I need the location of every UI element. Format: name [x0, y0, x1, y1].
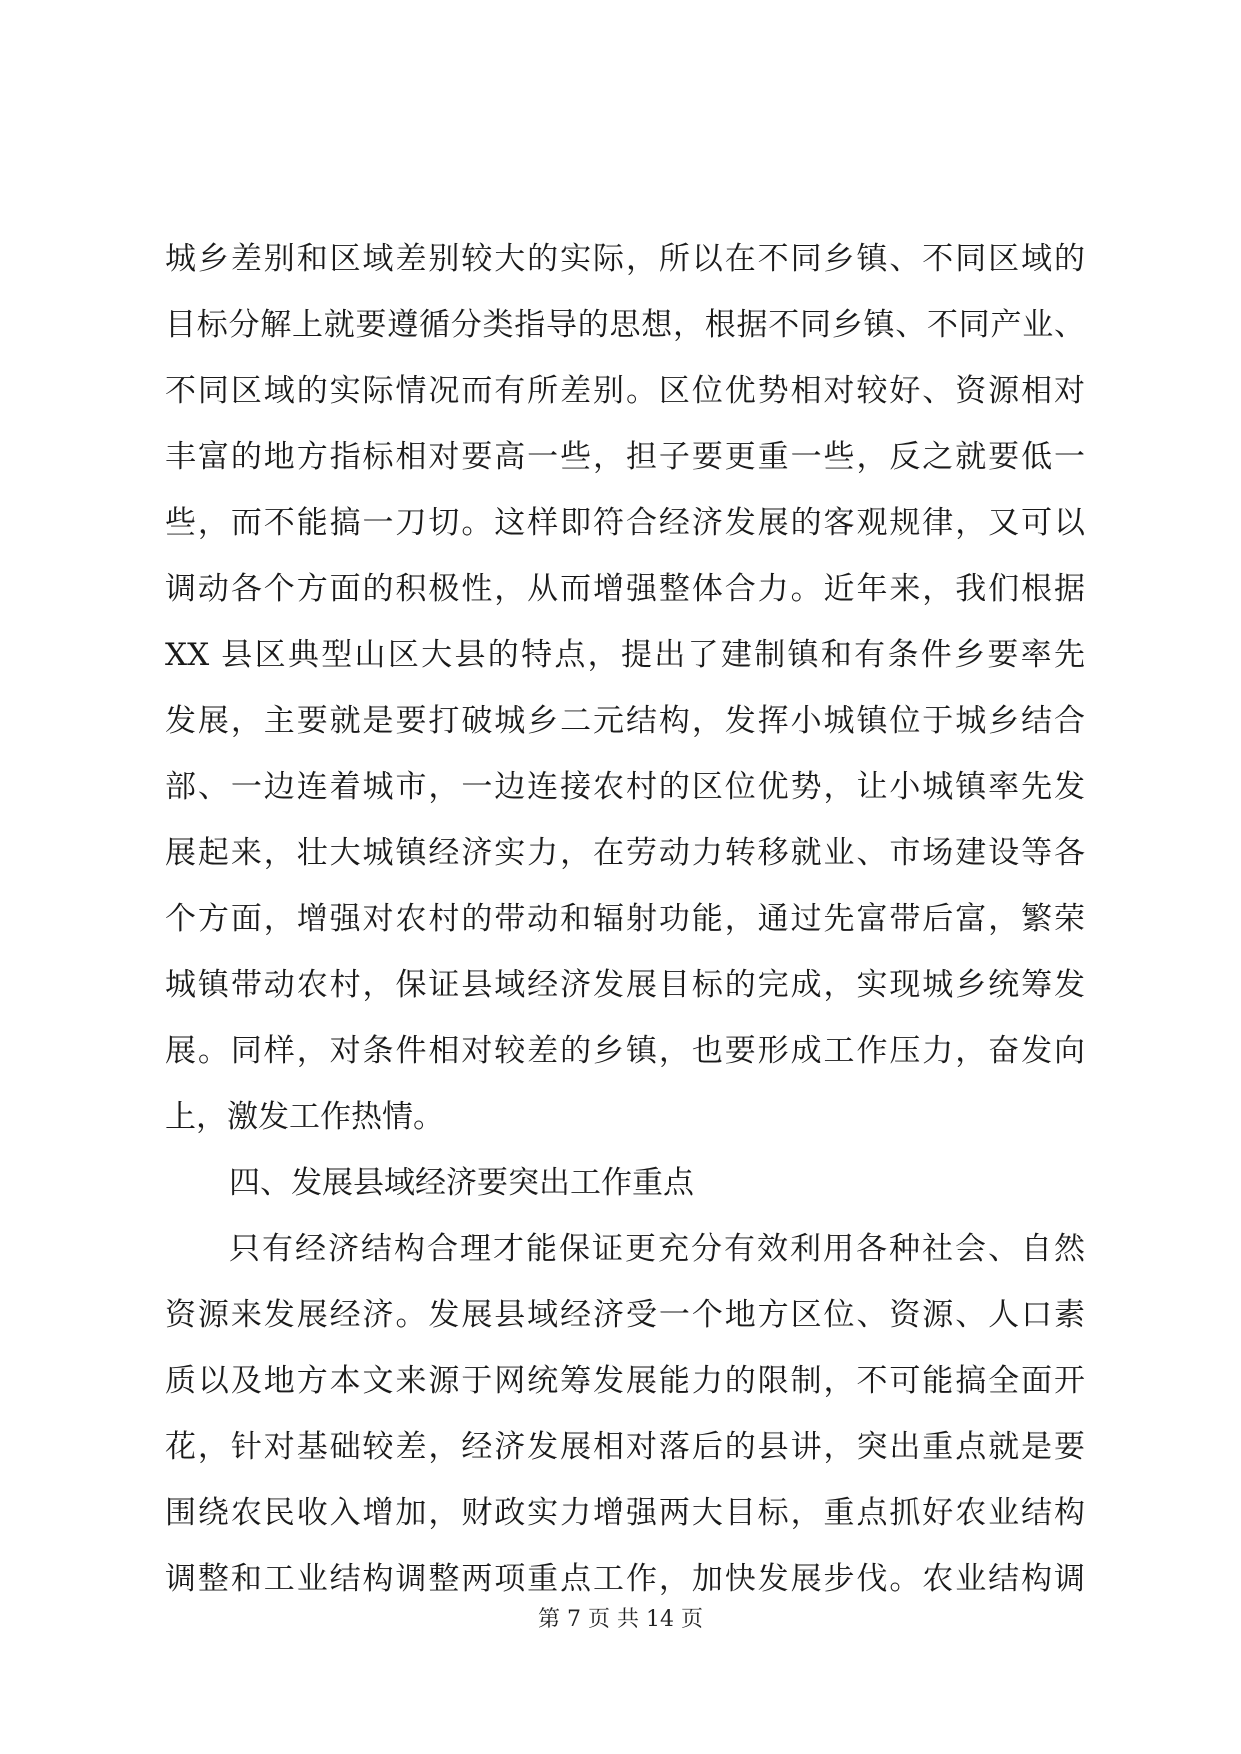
paragraph-line: 调整和工业结构调整两项重点工作，加快发展步伐。农业结构调 [165, 1561, 1085, 1597]
paragraph-line: 部、一边连着城市，一边连接农村的区位优势，让小城镇率先发 [165, 769, 1085, 805]
section-heading: 四、发展县域经济要突出工作重点 [229, 1165, 694, 1201]
body-text [165, 226, 1085, 1612]
paragraph-line: 目标分解上就要遵循分类指导的思想，根据不同乡镇、不同产业、 [165, 307, 1085, 343]
paragraph-line: 城乡差别和区域差别较大的实际，所以在不同乡镇、不同区域的 [165, 241, 1085, 277]
paragraph-line: 围绕农民收入增加，财政实力增强两大目标，重点抓好农业结构 [165, 1495, 1085, 1531]
paragraph-line: XX 县区典型山区大县的特点，提出了建制镇和有条件乡要率先 [165, 637, 1085, 673]
paragraph-line: 个方面，增强对农村的带动和辐射功能，通过先富带后富，繁荣 [165, 901, 1085, 937]
paragraph-line: 花，针对基础较差，经济发展相对落后的县讲，突出重点就是要 [165, 1429, 1085, 1465]
paragraph-line: 城镇带动农村，保证县域经济发展目标的完成，实现城乡统筹发 [165, 967, 1085, 1003]
paragraph-line: 质以及地方本文来源于网统筹发展能力的限制，不可能搞全面开 [165, 1363, 1085, 1399]
paragraph-line: 展。同样，对条件相对较差的乡镇，也要形成工作压力，奋发向 [165, 1033, 1085, 1069]
paragraph-line: 调动各个方面的积极性，从而增强整体合力。近年来，我们根据 [165, 571, 1085, 607]
paragraph-line: 上，激发工作热情。 [165, 1099, 444, 1135]
paragraph-line: 资源来发展经济。发展县域经济受一个地方区位、资源、人口素 [165, 1297, 1085, 1333]
paragraph-line: 丰富的地方指标相对要高一些，担子要更重一些，反之就要低一 [165, 439, 1085, 475]
paragraph-line: 些，而不能搞一刀切。这样即符合经济发展的客观规律，又可以 [165, 505, 1085, 541]
paragraph-line: 发展，主要就是要打破城乡二元结构，发挥小城镇位于城乡结合 [165, 703, 1085, 739]
paragraph-line: 只有经济结构合理才能保证更充分有效利用各种社会、自然 [229, 1231, 1085, 1267]
paragraph-line: 不同区域的实际情况而有所差别。区位优势相对较好、资源相对 [165, 373, 1085, 409]
paragraph-line: 展起来，壮大城镇经济实力，在劳动力转移就业、市场建设等各 [165, 835, 1085, 871]
page-number-footer: 第 7 页 共 14 页 [538, 1607, 703, 1632]
